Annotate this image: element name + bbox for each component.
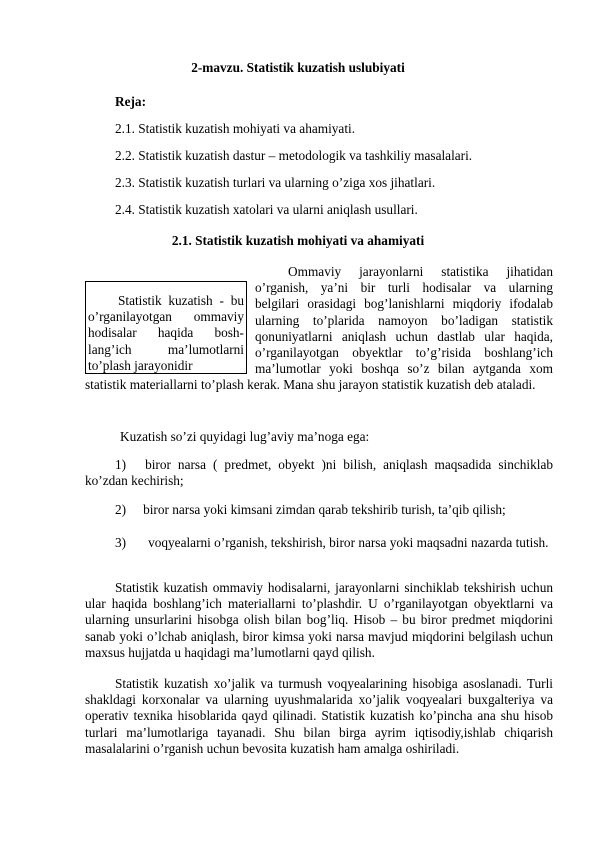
meaning-number: 3) [115, 535, 127, 550]
meaning-number: 2) [115, 502, 127, 517]
plan-item: 2.1. Statistik kuzatish mohiyati va ahamiyati. [115, 121, 356, 136]
intro-line: ma’lumotlar yoki boshqa so’z bilan aytganda xom [255, 361, 553, 376]
meaning-text: biror narsa ( predmet, obyekt )ni bilish, aniqlash maqsadida sinchiklab ko’zdan kechirish; [85, 457, 553, 489]
intro-continuation: statistik materiallarni to’plash kerak. Mana shu jarayon statistik kuzatish deb ataladi. [85, 377, 536, 392]
meaning-item [85, 535, 553, 551]
intro-line: ularning to’plarida namoyon bo’ladigan statistik [255, 313, 553, 328]
intro-line: Ommaviy jarayonlarni statistika jihatidan [288, 264, 553, 279]
definition-text: Statistik kuzatish - bu o’rganilayotgan ommaviy hodisalar haqida bosh-lang’ich ma’lumotlarni to’plash jarayonidir [88, 293, 244, 373]
intro-line: o’rganilayotgan obyektlar to’g’risida boshlang’ich [255, 345, 553, 360]
meaning-text: voqyealarni o’rganish, tekshirish, biror narsa yoki maqsadni nazarda tutish. [148, 535, 549, 550]
meaning-text: biror narsa yoki kimsani zimdan qarab tekshirib turish, ta’qib qilish; [143, 502, 506, 517]
definition-box [85, 281, 247, 374]
page-title: 2-mavzu. Statistik kuzatish uslubiyati [191, 60, 405, 75]
plan-item: 2.4. Statistik kuzatish xatolari va ularni aniqlash usullari. [115, 202, 418, 217]
plan-label: Reja: [115, 94, 147, 109]
plan-item: 2.2. Statistik kuzatish dastur – metodologik va tashkiliy masalalari. [115, 148, 473, 163]
intro-line: o’rganish, ya’ni bir turli hodisalar va ularning [255, 280, 553, 295]
meaning-number: 1) [115, 457, 127, 472]
meaning-item [85, 457, 553, 489]
section-heading: 2.1. Statistik kuzatish mohiyati va ahamiyati [171, 233, 425, 248]
intro-line: qonuniyatlarni aniqlash uchun dastlab ular haqida, [255, 329, 553, 344]
plan-item: 2.3. Statistik kuzatish turlari va ularning o’ziga xos jihatlari. [115, 175, 436, 190]
intro-line: belgilari orasidagi bog’lanishlarni miqdoriy ifodalab [255, 296, 553, 311]
body-paragraph: Statistik kuzatish ommaviy hodisalarni, jarayonlarni sinchiklab tekshirish uchun ular haqida boshlang’ich materiallarni to’plashdir. U o’rganilayotgan obyektlarni va ularning unsurlarini hisobga olish bilan bog’liq. Hisob – bu biror predmet miqdorini sanab yoki o’lchab aniqlash, biror kimsa yoki narsa mavjud miqdorini belgilash uchun maxsus hujjatda u haqidagi ma’lumotlarni qayd qilish. [85, 580, 553, 660]
meaning-item [85, 502, 553, 518]
lexical-intro: Kuzatish so’zi quyidagi lug’aviy ma’noga ega: [120, 429, 370, 444]
body-paragraph: Statistik kuzatish xo’jalik va turmush voqyealarining hisobiga asoslanadi. Turli shakldagi korxonalar va ularning uyushmalarida xo’jalik voqyealari buxgalteriya va operativ texnika hisoblarida qayd qilinadi. Statistik kuzatish ko’pincha ana shu hisob turlari ma’lumotlariga tayanadi. Shu bilan birga ayrim iqtisodiy,ishlab chiqarish masalalarini o’rganish uchun bevosita kuzatish ham amalga oshiriladi. [85, 676, 553, 756]
